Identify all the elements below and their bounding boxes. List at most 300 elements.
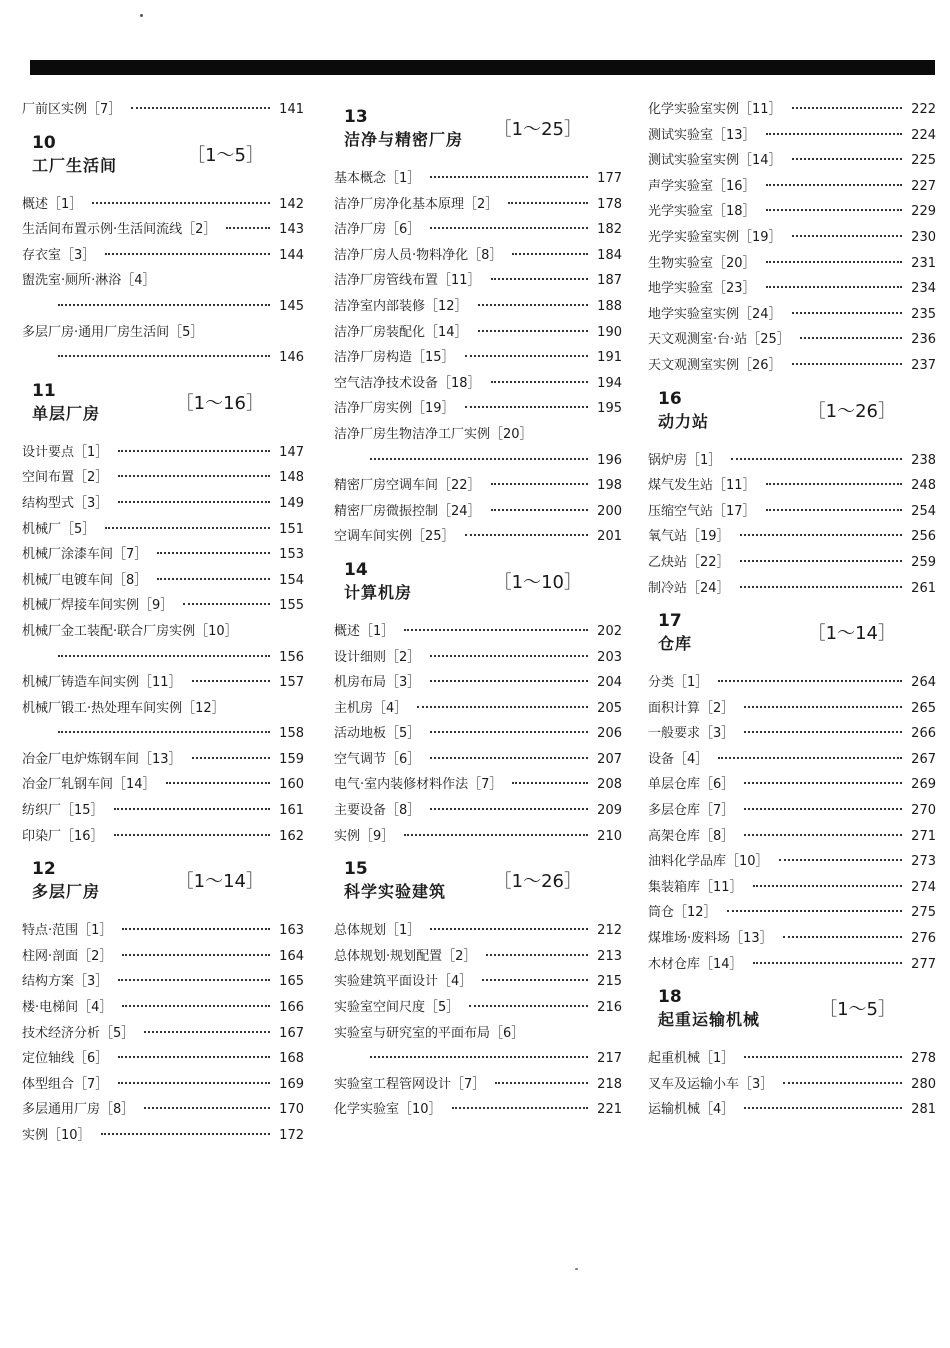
toc-entry-page: 154 — [279, 572, 304, 588]
dot-leader — [101, 1133, 270, 1135]
toc-entry-page: 275 — [911, 905, 936, 921]
toc-entry-page: 254 — [911, 503, 936, 519]
toc-entry-continuation — [22, 645, 304, 671]
dot-leader — [740, 560, 902, 562]
toc-entry-continuation — [22, 345, 304, 371]
dot-leader — [779, 859, 902, 861]
section-number: 11 — [32, 380, 56, 401]
dot-leader — [58, 655, 270, 657]
toc-entry-page: 153 — [279, 547, 304, 563]
toc-entry[interactable] — [22, 918, 304, 944]
toc-entry-page: 191 — [597, 350, 622, 366]
toc-entry-page: 147 — [279, 444, 304, 460]
toc-entry[interactable] — [648, 772, 936, 798]
dot-leader — [783, 936, 902, 938]
toc-entry-title: 光学实验室实例［19］ — [648, 229, 782, 245]
toc-entry[interactable] — [22, 465, 304, 491]
toc-entry[interactable] — [334, 217, 622, 243]
toc-entry-title: 锅炉房［1］ — [648, 452, 722, 468]
section-page-range: ［1～14］ — [807, 623, 896, 645]
toc-entry[interactable] — [648, 199, 936, 225]
toc-entry-page: 234 — [911, 281, 936, 297]
toc-entry-title: 总体规划·规划配置［2］ — [334, 948, 477, 964]
toc-entry-title: 高架仓库［8］ — [648, 828, 735, 844]
dot-leader — [122, 1005, 270, 1007]
toc-entry[interactable] — [648, 225, 936, 251]
dot-leader — [486, 954, 588, 956]
toc-entry-title: 机械厂电镀车间［8］ — [22, 572, 148, 588]
toc-entry[interactable] — [334, 721, 622, 747]
toc-entry-page: 182 — [597, 222, 622, 238]
dot-leader — [430, 176, 588, 178]
toc-entry[interactable] — [22, 824, 304, 850]
toc-entry[interactable] — [648, 670, 936, 696]
dot-leader — [792, 235, 902, 237]
toc-entry-title: 天文观测室实例［26］ — [648, 357, 782, 373]
toc-entry[interactable] — [334, 1072, 622, 1098]
toc-entry-page: 145 — [279, 298, 304, 314]
toc-entry[interactable] — [22, 97, 304, 123]
toc-entry-page: 210 — [597, 828, 622, 844]
toc-entry-page: 164 — [279, 948, 304, 964]
toc-entry[interactable] — [334, 243, 622, 269]
dot-leader — [118, 1056, 270, 1058]
toc-entry[interactable] — [648, 276, 936, 302]
section-number: 18 — [658, 987, 682, 1008]
dot-leader — [482, 979, 588, 981]
dot-leader — [495, 1082, 588, 1084]
toc-entry-title: 声学实验室［16］ — [648, 178, 756, 194]
toc-entry-title: 分类［1］ — [648, 675, 709, 691]
toc-entry[interactable] — [648, 499, 936, 525]
toc-entry[interactable] — [334, 396, 622, 422]
toc-entry[interactable] — [648, 524, 936, 550]
toc-entry-page: 146 — [279, 350, 304, 366]
toc-entry-page: 235 — [911, 306, 936, 322]
dot-leader — [157, 578, 270, 580]
dot-leader — [105, 527, 270, 529]
toc-entry[interactable] — [334, 524, 622, 550]
toc-entry-page: 204 — [597, 675, 622, 691]
toc-entry-title: 洁净厂房装配化［14］ — [334, 324, 468, 340]
section-title: 动力站 — [658, 411, 710, 431]
toc-entry[interactable] — [334, 619, 622, 645]
dot-leader — [226, 227, 270, 229]
dot-leader — [166, 782, 270, 784]
dot-leader — [92, 202, 270, 204]
toc-entry-page: 261 — [911, 580, 936, 596]
toc-entry-title: 生活间布置示例·生活间流线［2］ — [22, 222, 217, 238]
section-page-range: ［1～5］ — [819, 999, 896, 1021]
toc-entry[interactable] — [334, 995, 622, 1021]
toc-entry-page: 208 — [597, 777, 622, 793]
toc-entry-continuation — [22, 294, 304, 320]
toc-entry[interactable] — [334, 166, 622, 192]
dot-leader — [766, 184, 902, 186]
section-page-range: ［1～16］ — [175, 392, 264, 414]
dot-leader — [114, 808, 270, 810]
scan-speck — [140, 14, 143, 17]
toc-entry[interactable] — [648, 1046, 936, 1072]
toc-entry-page: 266 — [911, 726, 936, 742]
toc-entry[interactable] — [22, 243, 304, 269]
section-title: 单层厂房 — [32, 403, 101, 423]
toc-entry[interactable] — [648, 721, 936, 747]
toc-entry-title: 实例［10］ — [22, 1128, 91, 1143]
toc-entry-page: 236 — [911, 332, 936, 348]
toc-entry-title: 设计细则［2］ — [334, 649, 421, 665]
toc-entry-page: 212 — [597, 923, 622, 939]
toc-entry[interactable] — [334, 473, 622, 499]
section-title: 起重运输机械 — [658, 1010, 761, 1030]
toc-entry-page: 281 — [911, 1102, 936, 1118]
toc-entry[interactable] — [22, 798, 304, 824]
scan-speck — [575, 1268, 578, 1270]
section-heading — [334, 849, 622, 918]
toc-entry[interactable] — [22, 969, 304, 995]
toc-entry[interactable] — [22, 619, 304, 645]
toc-entry[interactable] — [22, 1072, 304, 1098]
toc-entry-title: 纺织厂［15］ — [22, 803, 104, 819]
toc-entry-title: 柱网·剖面［2］ — [22, 948, 113, 964]
toc-entry-page: 231 — [911, 255, 936, 271]
dot-leader — [452, 1107, 588, 1109]
toc-entry[interactable] — [648, 849, 936, 875]
toc-entry[interactable] — [22, 747, 304, 773]
toc-entry[interactable] — [334, 192, 622, 218]
section-heading — [22, 371, 304, 440]
toc-entry[interactable] — [22, 1123, 304, 1149]
toc-entry[interactable] — [22, 670, 304, 696]
dot-leader — [766, 483, 902, 485]
toc-entry-page: 238 — [911, 452, 936, 468]
toc-entry-page: 276 — [911, 931, 936, 947]
dot-leader — [183, 603, 270, 605]
dot-leader — [469, 1005, 588, 1007]
toc-entry[interactable] — [648, 550, 936, 576]
toc-entry[interactable] — [22, 944, 304, 970]
toc-entry[interactable] — [334, 345, 622, 371]
toc-entry-title: 设计要点［1］ — [22, 444, 109, 460]
toc-entry[interactable] — [334, 772, 622, 798]
toc-entry[interactable] — [334, 499, 622, 525]
toc-entry-page: 256 — [911, 529, 936, 545]
dot-leader — [744, 731, 902, 733]
toc-entry-title: 运输机械［4］ — [648, 1102, 735, 1118]
toc-entry-title: 结构型式［3］ — [22, 495, 109, 511]
toc-entry[interactable] — [648, 576, 936, 602]
toc-entry-continuation — [334, 448, 622, 474]
toc-entry[interactable] — [648, 824, 936, 850]
toc-entry[interactable] — [648, 327, 936, 353]
toc-entry-title: 天文观测室·台·站［25］ — [648, 332, 790, 348]
dot-leader — [512, 782, 588, 784]
dot-leader — [753, 885, 902, 887]
toc-entry-title: 机械厂［5］ — [22, 521, 96, 537]
toc-entry-page: 155 — [279, 598, 304, 614]
toc-entry-title: 实验建筑平面设计［4］ — [334, 974, 473, 990]
toc-column-right — [648, 97, 936, 1123]
toc-entry[interactable] — [22, 1046, 304, 1072]
toc-entry-title: 厂前区实例［7］ — [22, 102, 122, 117]
toc-entry-title: 机械厂铸造车间实例［11］ — [22, 675, 182, 691]
toc-entry-title: 实验室与研究室的平面布局［6］ — [334, 1025, 525, 1041]
toc-entry[interactable] — [334, 824, 622, 850]
toc-entry-page: 209 — [597, 803, 622, 819]
toc-entry-page: 178 — [597, 196, 622, 212]
toc-entry[interactable] — [22, 542, 304, 568]
toc-entry-page: 217 — [597, 1051, 622, 1067]
dot-leader — [740, 534, 902, 536]
toc-entry-title: 光学实验室［18］ — [648, 204, 756, 220]
toc-entry-page: 227 — [911, 178, 936, 194]
dot-leader — [465, 355, 588, 357]
toc-entry-page: 161 — [279, 803, 304, 819]
dot-leader — [491, 509, 588, 511]
toc-entry-title: 地学实验室［23］ — [648, 281, 756, 297]
toc-entry[interactable] — [22, 995, 304, 1021]
toc-entry-page: 157 — [279, 675, 304, 691]
toc-entry[interactable] — [334, 645, 622, 671]
toc-entry-page: 207 — [597, 751, 622, 767]
toc-entry[interactable] — [22, 320, 304, 346]
dot-leader — [792, 107, 902, 109]
toc-entry[interactable] — [22, 593, 304, 619]
toc-entry[interactable] — [22, 491, 304, 517]
toc-entry[interactable] — [648, 1072, 936, 1098]
toc-entry-title: 测试实验室［13］ — [648, 127, 756, 143]
toc-column-middle — [334, 97, 622, 1123]
toc-entry-title: 洁净厂房净化基本原理［2］ — [334, 196, 499, 212]
toc-entry-title: 测试实验室实例［14］ — [648, 153, 782, 169]
dot-leader — [430, 928, 588, 930]
toc-entry-title: 特点·范围［1］ — [22, 923, 113, 939]
toc-entry-title: 活动地板［5］ — [334, 726, 421, 742]
dot-leader — [744, 808, 902, 810]
toc-entry-title: 油料化学品库［10］ — [648, 854, 769, 870]
toc-entry-title: 地学实验室实例［24］ — [648, 306, 782, 322]
section-number: 13 — [344, 107, 368, 127]
toc-entry-title: 机械厂焊接车间实例［9］ — [22, 598, 174, 614]
toc-entry[interactable] — [648, 1097, 936, 1123]
toc-entry-title: 基本概念［1］ — [334, 171, 421, 186]
toc-entry-title: 盥洗室·厕所·淋浴［4］ — [22, 273, 156, 289]
toc-entry[interactable] — [334, 320, 622, 346]
toc-entry-page: 269 — [911, 777, 936, 793]
toc-entry[interactable] — [334, 747, 622, 773]
toc-entry-page: 264 — [911, 675, 936, 691]
dot-leader — [118, 979, 270, 981]
dot-leader — [430, 731, 588, 733]
toc-entry[interactable] — [648, 747, 936, 773]
toc-entry-page: 230 — [911, 229, 936, 245]
dot-leader — [370, 458, 588, 460]
toc-entry-title: 实验室工程管网设计［7］ — [334, 1076, 486, 1092]
dot-leader — [114, 834, 270, 836]
dot-leader — [508, 202, 588, 204]
toc-entry[interactable] — [22, 1021, 304, 1047]
toc-entry[interactable] — [334, 422, 622, 448]
toc-entry[interactable] — [334, 268, 622, 294]
dot-leader — [744, 1056, 902, 1058]
dot-leader — [430, 808, 588, 810]
toc-entry[interactable] — [22, 192, 304, 218]
toc-entry-title: 集装箱库［11］ — [648, 879, 743, 895]
toc-entry[interactable] — [334, 1021, 622, 1047]
toc-entry-title: 实验室空间尺度［5］ — [334, 1000, 460, 1016]
toc-entry[interactable] — [334, 944, 622, 970]
toc-entry[interactable] — [334, 1097, 622, 1123]
toc-entry-continuation — [22, 721, 304, 747]
toc-entry[interactable] — [648, 302, 936, 328]
toc-entry[interactable] — [648, 97, 936, 123]
toc-entry[interactable] — [22, 217, 304, 243]
toc-entry-title: 存衣室［3］ — [22, 247, 96, 263]
section-title: 科学实验建筑 — [344, 882, 447, 902]
toc-entry-title: 筒仓［12］ — [648, 905, 717, 921]
toc-entry-title: 体型组合［7］ — [22, 1076, 109, 1092]
toc-entry-title: 洁净厂房人员·物料净化［8］ — [334, 247, 503, 263]
toc-entry[interactable] — [22, 1097, 304, 1123]
toc-entry-page: 259 — [911, 554, 936, 570]
dot-leader — [766, 286, 902, 288]
toc-entry-page: 169 — [279, 1076, 304, 1092]
dot-leader — [144, 1031, 270, 1033]
toc-entry-title: 氧气站［19］ — [648, 529, 730, 545]
dot-leader — [800, 337, 902, 339]
toc-entry[interactable] — [334, 294, 622, 320]
toc-entry[interactable] — [648, 473, 936, 499]
section-number: 10 — [32, 132, 56, 153]
toc-entry[interactable] — [648, 900, 936, 926]
dot-leader — [718, 680, 902, 682]
toc-entry-title: 起重机械［1］ — [648, 1051, 735, 1067]
dot-leader — [744, 1107, 902, 1109]
toc-entry-page: 162 — [279, 828, 304, 844]
toc-entry[interactable] — [648, 148, 936, 174]
toc-entry-page: 184 — [597, 247, 622, 263]
dot-leader — [404, 834, 588, 836]
toc-entry-page: 224 — [911, 127, 936, 143]
toc-entry-title: 面积计算［2］ — [648, 700, 735, 716]
toc-entry-title: 煤堆场·废料场［13］ — [648, 931, 773, 947]
toc-entry[interactable] — [648, 448, 936, 474]
toc-entry[interactable] — [334, 371, 622, 397]
toc-entry-title: 化学实验室实例［11］ — [648, 102, 782, 117]
section-heading — [334, 550, 622, 619]
dot-leader — [766, 509, 902, 511]
toc-entry-page: 203 — [597, 649, 622, 665]
toc-entry[interactable] — [334, 918, 622, 944]
toc-entry-title: 冶金厂轧钢车间［14］ — [22, 777, 156, 793]
toc-entry-page: 188 — [597, 298, 622, 314]
toc-entry-title: 生物实验室［20］ — [648, 255, 756, 271]
toc-entry-page: 187 — [597, 273, 622, 289]
dot-leader — [144, 1107, 270, 1109]
toc-entry-page: 273 — [911, 854, 936, 870]
toc-entry[interactable] — [334, 670, 622, 696]
dot-leader — [58, 304, 270, 306]
toc-entry-title: 电气·室内装修材料作法［7］ — [334, 777, 503, 793]
dot-leader — [783, 1082, 902, 1084]
toc-entry-page: 216 — [597, 1000, 622, 1016]
toc-entry[interactable] — [648, 123, 936, 149]
toc-entry-page: 213 — [597, 948, 622, 964]
toc-entry[interactable] — [22, 696, 304, 722]
toc-entry[interactable] — [648, 798, 936, 824]
dot-leader — [430, 227, 588, 229]
toc-entry-page: 237 — [911, 357, 936, 373]
toc-entry[interactable] — [648, 696, 936, 722]
toc-entry-title: 空间布置［2］ — [22, 470, 109, 486]
toc-entry-title: 技术经济分析［5］ — [22, 1025, 135, 1041]
toc-entry[interactable] — [648, 875, 936, 901]
toc-entry-page: 202 — [597, 623, 622, 639]
dot-leader — [731, 458, 902, 460]
dot-leader — [118, 1082, 270, 1084]
toc-entry-page: 271 — [911, 828, 936, 844]
dot-leader — [430, 757, 588, 759]
toc-entry[interactable] — [648, 174, 936, 200]
dot-leader — [766, 261, 902, 263]
toc-entry-page: 218 — [597, 1076, 622, 1092]
toc-entry[interactable] — [648, 952, 936, 978]
toc-entry-title: 洁净室内部装修［12］ — [334, 298, 468, 314]
dot-leader — [491, 483, 588, 485]
toc-entry[interactable] — [334, 696, 622, 722]
dot-leader — [122, 928, 270, 930]
toc-entry-page: 206 — [597, 726, 622, 742]
toc-entry[interactable] — [648, 926, 936, 952]
toc-entry[interactable] — [22, 517, 304, 543]
toc-entry[interactable] — [334, 969, 622, 995]
toc-entry-page: 190 — [597, 324, 622, 340]
toc-entry[interactable] — [648, 353, 936, 379]
section-page-range: ［1～26］ — [493, 871, 582, 893]
toc-entry-title: 楼·电梯间［4］ — [22, 1000, 113, 1016]
toc-entry-page: 265 — [911, 700, 936, 716]
dot-leader — [478, 330, 588, 332]
toc-entry[interactable] — [648, 251, 936, 277]
toc-entry-title: 实例［9］ — [334, 828, 395, 844]
toc-entry-title: 主机房［4］ — [334, 700, 408, 716]
toc-entry-page: 221 — [597, 1102, 622, 1118]
toc-entry[interactable] — [22, 772, 304, 798]
toc-entry[interactable] — [22, 268, 304, 294]
dot-leader — [491, 278, 588, 280]
toc-entry-title: 木材仓库［14］ — [648, 956, 743, 972]
header-rule — [30, 60, 935, 75]
section-page-range: ［1～10］ — [493, 571, 582, 593]
toc-entry-title: 空气洁净技术设备［18］ — [334, 375, 481, 391]
toc-entry-title: 空调车间实例［25］ — [334, 529, 455, 545]
dot-leader — [105, 253, 270, 255]
toc-entry-title: 一般要求［3］ — [648, 726, 735, 742]
toc-entry-page: 166 — [279, 1000, 304, 1016]
toc-entry-title: 主要设备［8］ — [334, 803, 421, 819]
section-title: 多层厂房 — [32, 882, 101, 902]
toc-entry-title: 精密厂房空调车间［22］ — [334, 478, 481, 494]
toc-entry[interactable] — [22, 440, 304, 466]
toc-entry-title: 总体规划［1］ — [334, 923, 421, 939]
dot-leader — [122, 954, 270, 956]
toc-entry-title: 概述［1］ — [334, 623, 395, 639]
toc-entry-page: 159 — [279, 751, 304, 767]
toc-entry-title: 定位轴线［6］ — [22, 1051, 109, 1067]
toc-entry[interactable] — [22, 568, 304, 594]
section-number: 12 — [32, 859, 56, 880]
toc-entry[interactable] — [334, 798, 622, 824]
